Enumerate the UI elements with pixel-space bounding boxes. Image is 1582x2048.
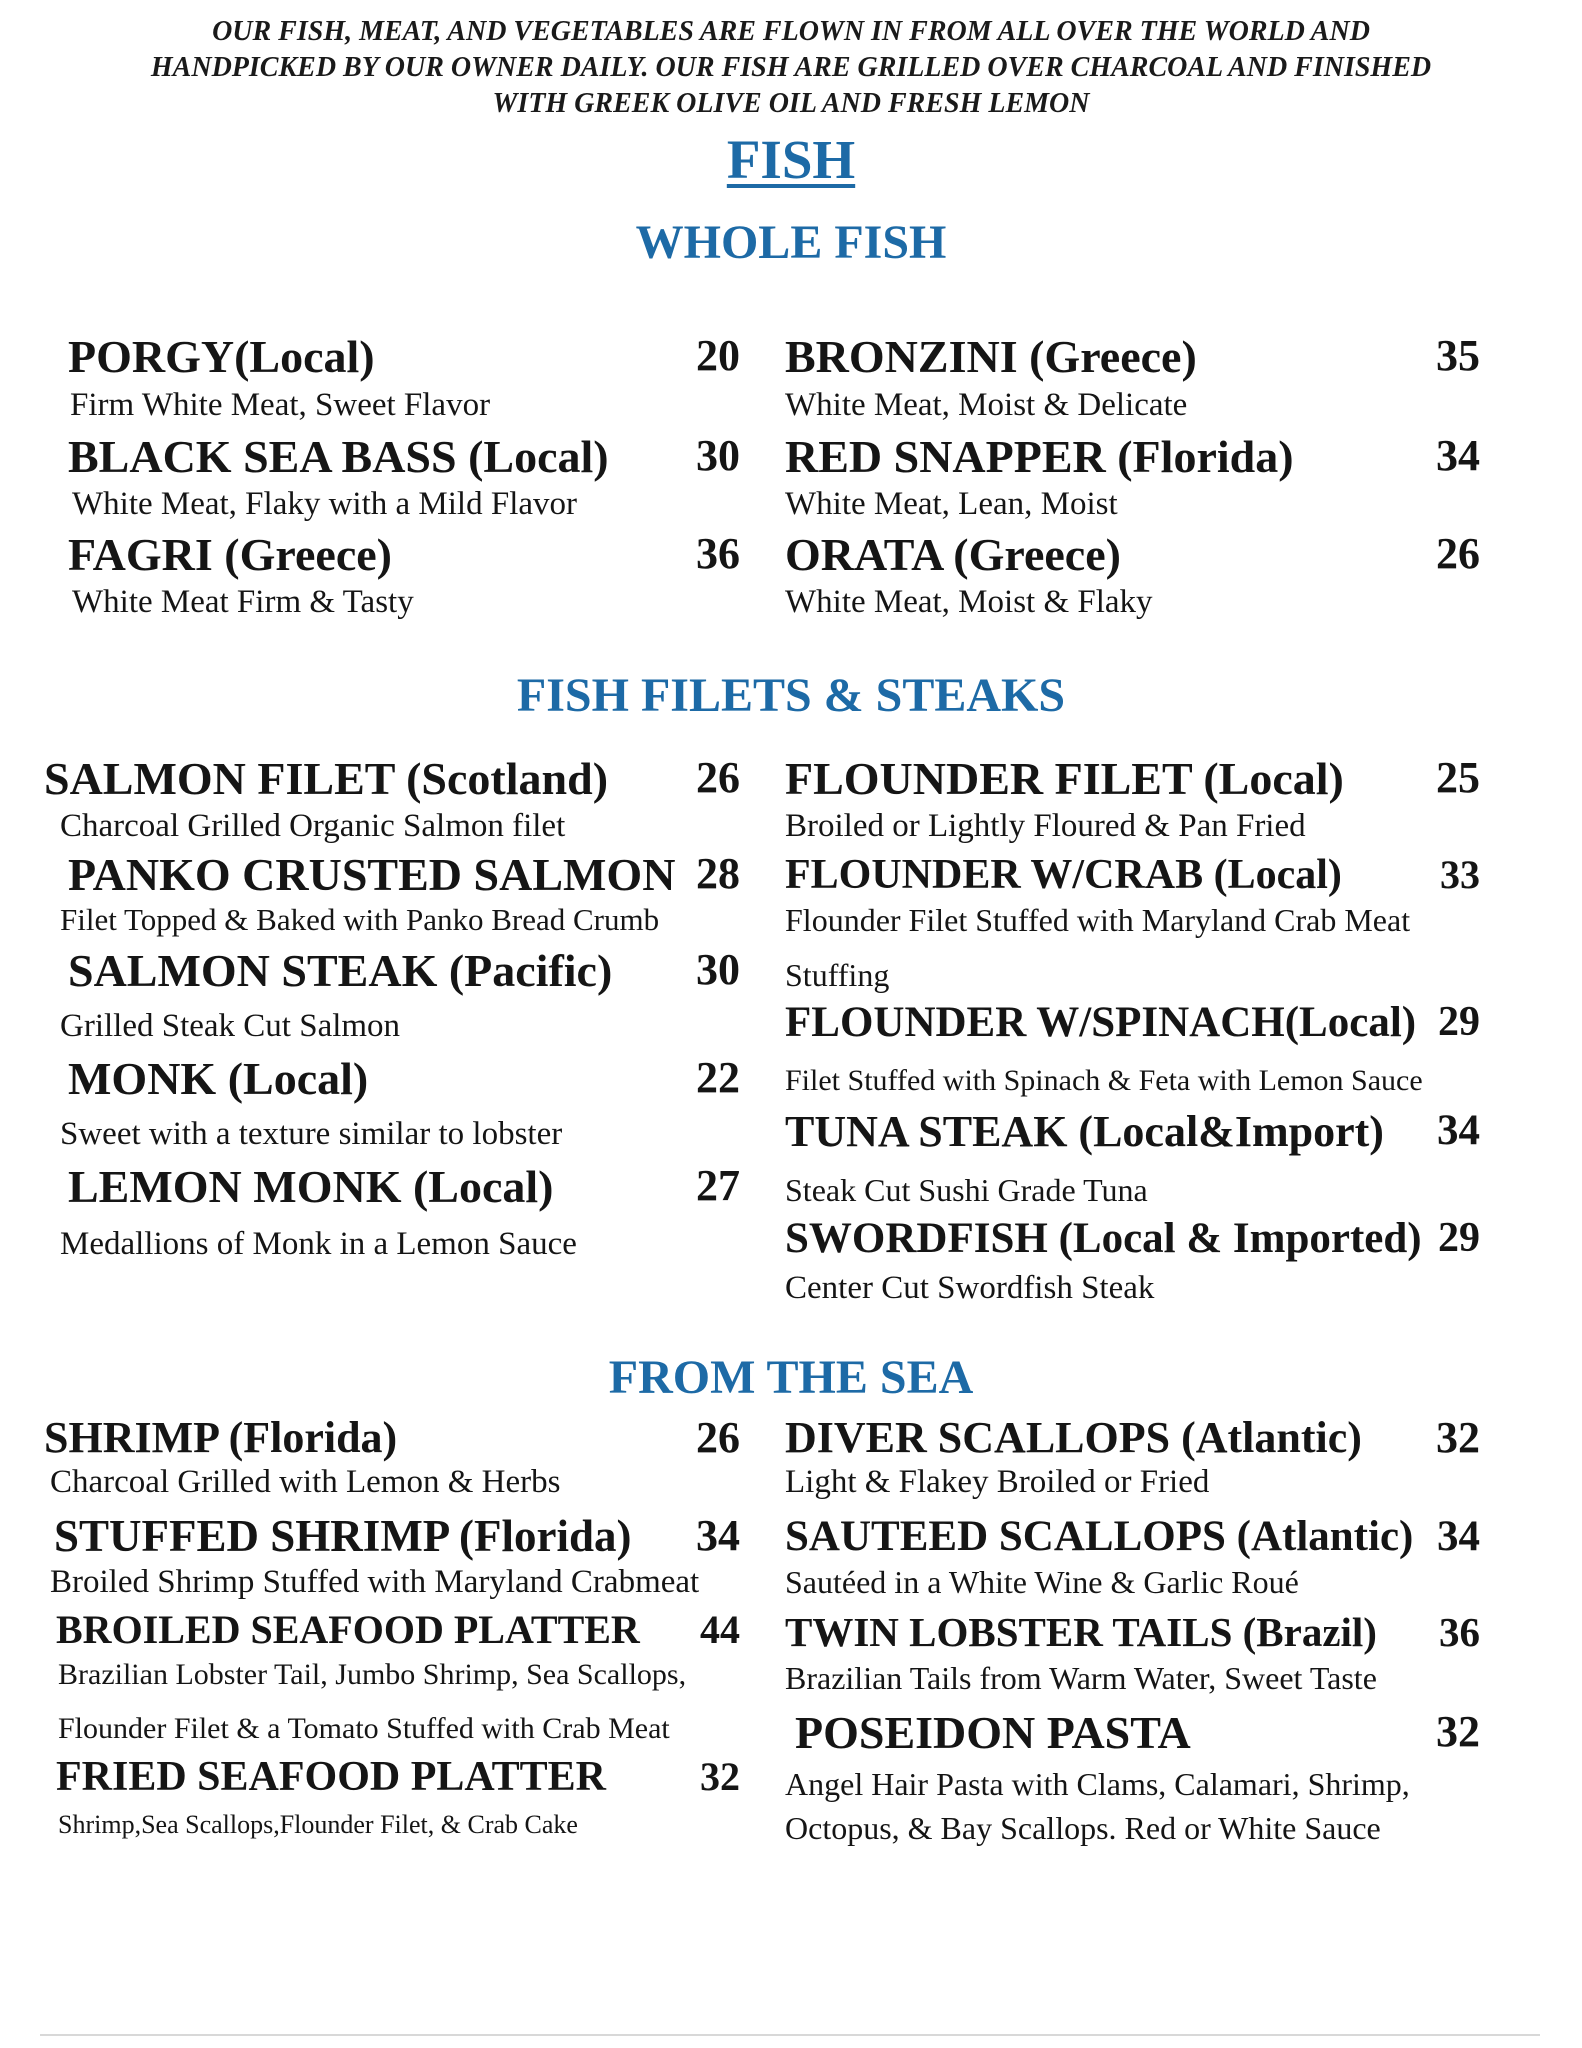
section-heading-fish-filets-steaks: FISH FILETS & STEAKS xyxy=(516,669,1066,722)
menu-item-name: BLACK SEA BASS (Local) xyxy=(68,431,609,482)
menu-item-price: 30 xyxy=(696,945,740,994)
bottom-divider xyxy=(40,2034,1540,2036)
menu-item-price: 32 xyxy=(1436,1707,1480,1756)
menu-item-price: 26 xyxy=(696,753,740,802)
menu-item-description: Sweet with a texture similar to lobster xyxy=(60,1116,563,1152)
menu-item-description: Brazilian Lobster Tail, Jumbo Shrimp, Sea Scallops, xyxy=(58,1658,687,1691)
page-title: FISH xyxy=(726,129,856,190)
menu-item-description: Angel Hair Pasta with Clams, Calamari, Shrimp, xyxy=(785,1766,1410,1802)
menu-item-price: 34 xyxy=(1436,431,1480,480)
section-heading-from-the-sea: FROM THE SEA xyxy=(608,1351,974,1404)
menu-item-price: 25 xyxy=(1436,753,1480,802)
menu-item-description: White Meat, Moist & Delicate xyxy=(785,387,1188,423)
menu-item-price: 28 xyxy=(696,849,740,898)
menu-item-name: FRIED SEAFOOD PLATTER xyxy=(56,1754,606,1800)
menu-item-name: SALMON STEAK (Pacific) xyxy=(68,945,613,996)
menu-item-description: Medallions of Monk in a Lemon Sauce xyxy=(60,1226,577,1262)
menu-item-price: 26 xyxy=(696,1413,740,1462)
menu-item-description: Octopus, & Bay Scallops. Red or White Sauce xyxy=(785,1810,1381,1846)
menu-item-name: BROILED SEAFOOD PLATTER xyxy=(56,1607,640,1652)
section-heading-whole-fish: WHOLE FISH xyxy=(635,216,947,269)
menu-item-name: TUNA STEAK (Local&Import) xyxy=(785,1107,1384,1156)
menu-item-name: DIVER SCALLOPS (Atlantic) xyxy=(785,1413,1362,1462)
menu-item-description: Flounder Filet Stuffed with Maryland Crab Meat xyxy=(785,902,1411,938)
menu-item-name: MONK (Local) xyxy=(68,1053,369,1104)
menu-item-name: SWORDFISH (Local & Imported) xyxy=(785,1215,1422,1262)
menu-item-price: 44 xyxy=(700,1607,740,1652)
menu-item-name: SAUTEED SCALLOPS (Atlantic) xyxy=(785,1513,1414,1560)
menu-item-name: SHRIMP (Florida) xyxy=(44,1413,398,1462)
menu-item-description: Flounder Filet & a Tomato Stuffed with Crab Meat xyxy=(58,1712,670,1745)
menu-item-name: SALMON FILET (Scotland) xyxy=(44,753,609,804)
menu-item-price: 22 xyxy=(696,1053,740,1102)
menu-item-name: ORATA (Greece) xyxy=(785,529,1121,580)
menu-item-name: TWIN LOBSTER TAILS (Brazil) xyxy=(785,1609,1377,1655)
menu-item-description: Center Cut Swordfish Steak xyxy=(785,1270,1155,1306)
menu-item-description: Charcoal Grilled Organic Salmon filet xyxy=(60,808,566,844)
menu-item-price: 32 xyxy=(700,1754,740,1799)
menu-item-description: Filet Topped & Baked with Panko Bread Crumb xyxy=(60,902,660,937)
menu-item-description: White Meat, Lean, Moist xyxy=(785,486,1118,522)
menu-item-name: RED SNAPPER (Florida) xyxy=(785,431,1294,482)
menu-item-price: 29 xyxy=(1438,1215,1480,1261)
menu-item-price: 36 xyxy=(696,529,740,578)
menu-item-description: Firm White Meat, Sweet Flavor xyxy=(70,387,491,423)
menu-item-description: White Meat, Moist & Flaky xyxy=(785,584,1153,620)
menu-item-name: LEMON MONK (Local) xyxy=(68,1161,554,1212)
menu-item-name: PANKO CRUSTED SALMON xyxy=(68,849,676,900)
menu-item-description: Filet Stuffed with Spinach & Feta with Lemon Sauce xyxy=(785,1064,1423,1097)
intro-line-2: HANDPICKED BY OUR OWNER DAILY. OUR FISH ARE GRILLED OVER CHARCOAL AND FINISHED xyxy=(150,52,1432,83)
menu-item-description: Light & Flakey Broiled or Fried xyxy=(785,1464,1210,1500)
menu-item-name: FLOUNDER W/SPINACH(Local) xyxy=(785,999,1417,1046)
menu-item-description: Broiled Shrimp Stuffed with Maryland Crabmeat xyxy=(50,1564,700,1600)
menu-item-name: POSEIDON PASTA xyxy=(795,1707,1191,1758)
menu-item-name: FLOUNDER W/CRAB (Local) xyxy=(785,852,1342,898)
menu-item-description: Charcoal Grilled with Lemon & Herbs xyxy=(50,1464,561,1500)
menu-item-price: 27 xyxy=(696,1161,740,1210)
menu-item-price: 26 xyxy=(1436,529,1480,578)
menu-item-description: Shrimp,Sea Scallops,Flounder Filet, & Crab Cake xyxy=(58,1810,578,1839)
menu-item-name: FAGRI (Greece) xyxy=(68,529,392,580)
menu-item-description: Broiled or Lightly Floured & Pan Fried xyxy=(785,808,1306,844)
intro-line-1: OUR FISH, MEAT, AND VEGETABLES ARE FLOWN IN FROM ALL OVER THE WORLD AND xyxy=(212,16,1370,47)
menu-item-name: BRONZINI (Greece) xyxy=(785,331,1197,382)
menu-item-price: 34 xyxy=(696,1511,740,1560)
menu-item-name: PORGY(Local) xyxy=(68,331,375,382)
menu-item-price: 34 xyxy=(1437,1513,1480,1560)
intro-line-3: WITH GREEK OLIVE OIL AND FRESH LEMON xyxy=(492,88,1090,119)
menu-item-description: Steak Cut Sushi Grade Tuna xyxy=(785,1172,1148,1208)
menu-item-price: 35 xyxy=(1436,331,1480,380)
menu-item-name: FLOUNDER FILET (Local) xyxy=(785,753,1344,804)
menu-item-price: 34 xyxy=(1437,1107,1480,1154)
menu-item-price: 36 xyxy=(1439,1609,1480,1655)
menu-item-price: 29 xyxy=(1438,999,1480,1045)
menu-item-price: 20 xyxy=(696,331,740,380)
menu-item-name: STUFFED SHRIMP (Florida) xyxy=(54,1511,632,1561)
menu-item-description: Stuffing xyxy=(785,957,890,993)
menu-item-description: Brazilian Tails from Warm Water, Sweet Taste xyxy=(785,1660,1377,1696)
menu-item-description: White Meat, Flaky with a Mild Flavor xyxy=(72,486,578,522)
menu-item-description: White Meat Firm & Tasty xyxy=(72,584,414,620)
menu-item-description: Sautéed in a White Wine & Garlic Roué xyxy=(785,1564,1299,1600)
menu-item-description: Grilled Steak Cut Salmon xyxy=(60,1008,401,1044)
menu-item-price: 32 xyxy=(1436,1413,1480,1462)
menu-item-price: 30 xyxy=(696,431,740,480)
menu-item-price: 33 xyxy=(1440,852,1480,897)
